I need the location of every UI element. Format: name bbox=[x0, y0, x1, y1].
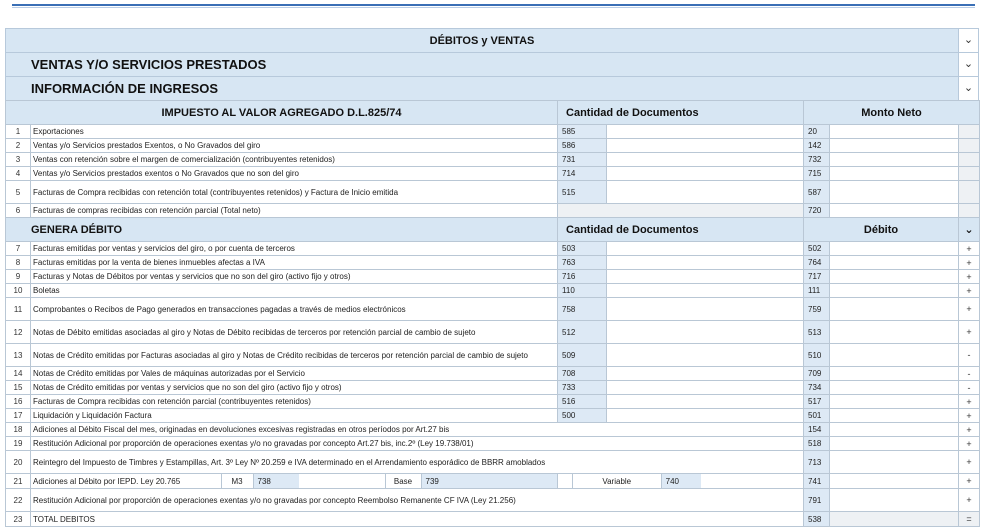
section-title: INFORMACIÓN DE INGRESOS bbox=[31, 81, 219, 96]
m3-code: 738 bbox=[253, 474, 299, 488]
top-bar bbox=[0, 0, 983, 28]
field-input[interactable] bbox=[830, 167, 959, 181]
field-input[interactable] bbox=[830, 204, 959, 218]
debito-header-row bbox=[6, 218, 980, 242]
table-row bbox=[6, 139, 980, 153]
row-number: 19 bbox=[6, 437, 31, 451]
row-number: 10 bbox=[6, 284, 31, 298]
variable-code: 740 bbox=[661, 474, 701, 488]
field-input[interactable] bbox=[830, 489, 959, 512]
table-row-21 bbox=[6, 474, 980, 489]
chevron-down-icon[interactable]: ⌄ bbox=[964, 223, 974, 236]
row-number: 1 bbox=[6, 125, 31, 139]
field-code: 791 bbox=[804, 489, 830, 512]
empty-cell bbox=[959, 125, 980, 139]
table-row bbox=[6, 284, 980, 298]
row-number: 4 bbox=[6, 167, 31, 181]
field-input[interactable] bbox=[830, 139, 959, 153]
field-code: 587 bbox=[804, 181, 830, 204]
field-code: 734 bbox=[804, 381, 830, 395]
field-code: 714 bbox=[558, 167, 607, 181]
row-number: 23 bbox=[6, 512, 31, 527]
section-title: DÉBITOS y VENTAS bbox=[429, 35, 535, 47]
field-code: 709 bbox=[804, 367, 830, 381]
sign-indicator: + bbox=[959, 298, 980, 321]
form-container bbox=[5, 28, 979, 527]
table-row bbox=[6, 395, 980, 409]
row-description: Notas de Débito emitidas asociadas al giro y Notas de Débito recibidas de terceros por retención parcial de cambio de sujeto bbox=[31, 321, 558, 344]
table-row bbox=[6, 321, 980, 344]
field-input[interactable] bbox=[830, 256, 959, 270]
row-number: 11 bbox=[6, 298, 31, 321]
field-code: 502 bbox=[804, 242, 830, 256]
table-row bbox=[6, 344, 980, 367]
table-row bbox=[6, 451, 980, 474]
sign-indicator: + bbox=[959, 423, 980, 437]
sign-indicator: + bbox=[959, 489, 980, 512]
top-divider bbox=[12, 4, 975, 6]
row-number: 7 bbox=[6, 242, 31, 256]
field-input[interactable] bbox=[607, 270, 804, 284]
total-label: TOTAL DEBITOS bbox=[31, 512, 804, 527]
row-description: Boletas bbox=[31, 284, 558, 298]
row-number: 12 bbox=[6, 321, 31, 344]
table-row bbox=[6, 256, 980, 270]
row-description: Exportaciones bbox=[31, 125, 558, 139]
col-cantidad-header: Cantidad de Documentos bbox=[558, 101, 804, 125]
base-input[interactable] bbox=[558, 474, 572, 488]
field-code: 732 bbox=[804, 153, 830, 167]
table-row bbox=[6, 423, 980, 437]
field-code: 517 bbox=[804, 395, 830, 409]
field-input[interactable] bbox=[607, 256, 804, 270]
field-code: 720 bbox=[804, 204, 830, 218]
field-code: 708 bbox=[558, 367, 607, 381]
section-title: VENTAS Y/O SERVICIOS PRESTADOS bbox=[31, 57, 267, 72]
field-code: 111 bbox=[804, 284, 830, 298]
table-row bbox=[6, 153, 980, 167]
table-row-total bbox=[6, 512, 980, 527]
table-row-22 bbox=[6, 489, 980, 512]
field-input[interactable] bbox=[830, 451, 959, 474]
row-description: Adiciones al Débito por IEPD. Ley 20.765 bbox=[31, 474, 221, 488]
col-debito-header: Débito bbox=[804, 218, 959, 242]
table-row bbox=[6, 181, 980, 204]
row-number: 16 bbox=[6, 395, 31, 409]
field-input[interactable] bbox=[607, 153, 804, 167]
field-input[interactable] bbox=[607, 181, 804, 204]
table-row bbox=[6, 437, 980, 451]
empty-cell bbox=[959, 181, 980, 204]
field-code: 509 bbox=[558, 344, 607, 367]
iva-title: IMPUESTO AL VALOR AGREGADO D.L.825/74 bbox=[6, 101, 558, 125]
row-description: Facturas y Notas de Débitos por ventas y servicios que no son del giro (activo fijo y otros) bbox=[31, 270, 558, 284]
section-informacion-ingresos[interactable] bbox=[5, 76, 979, 100]
field-code: 500 bbox=[558, 409, 607, 423]
field-code: 538 bbox=[804, 512, 830, 527]
chevron-down-icon[interactable]: ⌄ bbox=[958, 53, 978, 76]
row21-variable-cell bbox=[558, 474, 804, 489]
chevron-down-icon[interactable]: ⌄ bbox=[958, 29, 978, 52]
field-code: 717 bbox=[804, 270, 830, 284]
field-input[interactable] bbox=[830, 270, 959, 284]
empty-cell bbox=[959, 139, 980, 153]
row-description: Ventas con retención sobre el margen de comercialización (contribuyentes retenidos) bbox=[31, 153, 558, 167]
field-input[interactable] bbox=[607, 139, 804, 153]
sign-indicator: - bbox=[959, 381, 980, 395]
field-code: 513 bbox=[804, 321, 830, 344]
field-input[interactable] bbox=[830, 284, 959, 298]
field-input[interactable] bbox=[830, 437, 959, 451]
row-number: 18 bbox=[6, 423, 31, 437]
field-input[interactable] bbox=[830, 153, 959, 167]
sign-indicator: + bbox=[959, 321, 980, 344]
field-input[interactable] bbox=[830, 409, 959, 423]
row-number: 14 bbox=[6, 367, 31, 381]
field-input[interactable] bbox=[830, 367, 959, 381]
debito-title: GENERA DÉBITO bbox=[6, 218, 558, 242]
field-input[interactable] bbox=[830, 381, 959, 395]
row-description: Reintegro del Impuesto de Timbres y Estampillas, Art. 3º Ley Nº 20.259 e IVA determinado en el Arrendamiento esporádico de BBRR amoblados bbox=[31, 451, 804, 474]
table-row bbox=[6, 242, 980, 256]
row-number: 21 bbox=[6, 474, 31, 489]
empty-cell bbox=[959, 167, 980, 181]
field-code: 715 bbox=[804, 167, 830, 181]
base-code: 739 bbox=[421, 474, 558, 488]
table-row bbox=[6, 409, 980, 423]
field-code: 763 bbox=[558, 256, 607, 270]
sign-indicator: + bbox=[959, 256, 980, 270]
field-code: 142 bbox=[804, 139, 830, 153]
field-code: 510 bbox=[804, 344, 830, 367]
field-input[interactable] bbox=[607, 381, 804, 395]
row-number: 22 bbox=[6, 489, 31, 512]
table-row bbox=[6, 298, 980, 321]
debito-toggle[interactable] bbox=[959, 218, 980, 242]
m3-input[interactable] bbox=[299, 474, 385, 488]
sign-indicator: + bbox=[959, 451, 980, 474]
field-code: 716 bbox=[558, 270, 607, 284]
row-description: Adiciones al Débito Fiscal del mes, originadas en devoluciones excesivas registradas en otros períodos por Art.27 bis bbox=[31, 423, 804, 437]
sign-indicator: + bbox=[959, 242, 980, 256]
row-description: Restitución Adicional por proporción de operaciones exentas y/o no gravadas por concepto Art.27 bis, inc.2º (Ley 19.738/01) bbox=[31, 437, 804, 451]
field-code: 515 bbox=[558, 181, 607, 204]
field-input[interactable] bbox=[830, 298, 959, 321]
field-input[interactable] bbox=[607, 395, 804, 409]
field-code: 741 bbox=[804, 474, 830, 489]
row21-variable-inner bbox=[558, 474, 803, 488]
field-input[interactable] bbox=[830, 344, 959, 367]
table-row bbox=[6, 125, 980, 139]
iva-table bbox=[5, 100, 980, 527]
col-monto-header: Monto Neto bbox=[804, 101, 980, 125]
row-description: Facturas emitidas por ventas y servicios del giro, o por cuenta de terceros bbox=[31, 242, 558, 256]
table-row bbox=[6, 204, 980, 218]
row-number: 5 bbox=[6, 181, 31, 204]
field-code: 503 bbox=[558, 242, 607, 256]
field-code: 154 bbox=[804, 423, 830, 437]
sign-indicator: + bbox=[959, 409, 980, 423]
row-description: Facturas emitidas por la venta de bienes inmuebles afectas a IVA bbox=[31, 256, 558, 270]
row-number: 13 bbox=[6, 344, 31, 367]
field-input[interactable] bbox=[607, 125, 804, 139]
row-description: Notas de Crédito emitidas por ventas y servicios que no son del giro (activo fijo y otros) bbox=[31, 381, 558, 395]
field-code: 713 bbox=[804, 451, 830, 474]
row21-inner bbox=[31, 474, 558, 488]
field-code: 759 bbox=[804, 298, 830, 321]
field-input[interactable] bbox=[607, 321, 804, 344]
base-label: Base bbox=[385, 474, 421, 488]
field-code: 20 bbox=[804, 125, 830, 139]
empty-cell bbox=[959, 204, 980, 218]
iva-header-row bbox=[6, 101, 980, 125]
sign-indicator: + bbox=[959, 284, 980, 298]
field-input[interactable] bbox=[830, 321, 959, 344]
field-code: 512 bbox=[558, 321, 607, 344]
field-code: 586 bbox=[558, 139, 607, 153]
field-input[interactable] bbox=[830, 395, 959, 409]
row-number: 15 bbox=[6, 381, 31, 395]
field-input[interactable] bbox=[830, 423, 959, 437]
total-value bbox=[830, 512, 959, 527]
row-number: 3 bbox=[6, 153, 31, 167]
row-description: Ventas y/o Servicios prestados exentos o No Gravados que no son del giro bbox=[31, 167, 558, 181]
field-code: 501 bbox=[804, 409, 830, 423]
row-description: Comprobantes o Recibos de Pago generados en transacciones pagadas a través de medios electrónicos bbox=[31, 298, 558, 321]
field-input[interactable] bbox=[607, 298, 804, 321]
chevron-down-icon[interactable]: ⌄ bbox=[958, 77, 978, 100]
field-code: 758 bbox=[558, 298, 607, 321]
variable-input[interactable] bbox=[701, 474, 803, 488]
row21-desc-cell bbox=[31, 474, 558, 489]
row-number: 17 bbox=[6, 409, 31, 423]
sign-indicator: + bbox=[959, 270, 980, 284]
field-code: 518 bbox=[804, 437, 830, 451]
table-row bbox=[6, 167, 980, 181]
row-description: Notas de Crédito emitidas por Facturas asociadas al giro y Notas de Crédito recibidas de terceros por retención parcial de cambio de sujeto bbox=[31, 344, 558, 367]
field-input[interactable] bbox=[607, 367, 804, 381]
row-description: Facturas de Compra recibidas con retención total (contribuyentes retenidos) y Factura de Inicio emitida bbox=[31, 181, 558, 204]
table-row bbox=[6, 381, 980, 395]
row-number: 20 bbox=[6, 451, 31, 474]
field-input[interactable] bbox=[607, 409, 804, 423]
field-code: 585 bbox=[558, 125, 607, 139]
row-description: Facturas de Compra recibidas con retención parcial (contribuyentes retenidos) bbox=[31, 395, 558, 409]
sign-indicator: + bbox=[959, 474, 980, 489]
row-description: Liquidación y Liquidación Factura bbox=[31, 409, 558, 423]
row-description: Notas de Crédito emitidas por Vales de máquinas autorizadas por el Servicio bbox=[31, 367, 558, 381]
field-code: 764 bbox=[804, 256, 830, 270]
field-code: 516 bbox=[558, 395, 607, 409]
section-debitos-ventas[interactable] bbox=[5, 28, 979, 52]
section-ventas-servicios[interactable] bbox=[5, 52, 979, 76]
sign-indicator: + bbox=[959, 437, 980, 451]
field-input[interactable] bbox=[607, 284, 804, 298]
table-row bbox=[6, 367, 980, 381]
field-input[interactable] bbox=[607, 167, 804, 181]
m3-label: M3 bbox=[221, 474, 253, 488]
row-description: Facturas de compras recibidas con retención parcial (Total neto) bbox=[31, 204, 558, 218]
empty-cell bbox=[558, 204, 804, 218]
row-description: Restitución Adicional por proporción de operaciones exentas y/o no gravadas por concepto Reembolso Remanente CF IVA (Ley 21.256) bbox=[31, 489, 804, 512]
field-input[interactable] bbox=[607, 344, 804, 367]
field-input[interactable] bbox=[607, 242, 804, 256]
sign-indicator: - bbox=[959, 367, 980, 381]
sign-indicator: = bbox=[959, 512, 980, 527]
field-input[interactable] bbox=[830, 474, 959, 489]
top-divider-light bbox=[12, 7, 975, 8]
row-description: Ventas y/o Servicios prestados Exentos, o No Gravados del giro bbox=[31, 139, 558, 153]
field-input[interactable] bbox=[830, 242, 959, 256]
col-cantidad-header: Cantidad de Documentos bbox=[558, 218, 804, 242]
row-number: 6 bbox=[6, 204, 31, 218]
field-code: 110 bbox=[558, 284, 607, 298]
row-number: 9 bbox=[6, 270, 31, 284]
field-input[interactable] bbox=[830, 125, 959, 139]
row-number: 8 bbox=[6, 256, 31, 270]
field-code: 733 bbox=[558, 381, 607, 395]
sign-indicator: + bbox=[959, 395, 980, 409]
variable-label: Variable bbox=[572, 474, 661, 488]
empty-cell bbox=[959, 153, 980, 167]
table-row bbox=[6, 270, 980, 284]
sign-indicator: - bbox=[959, 344, 980, 367]
field-code: 731 bbox=[558, 153, 607, 167]
row-number: 2 bbox=[6, 139, 31, 153]
field-input[interactable] bbox=[830, 181, 959, 204]
